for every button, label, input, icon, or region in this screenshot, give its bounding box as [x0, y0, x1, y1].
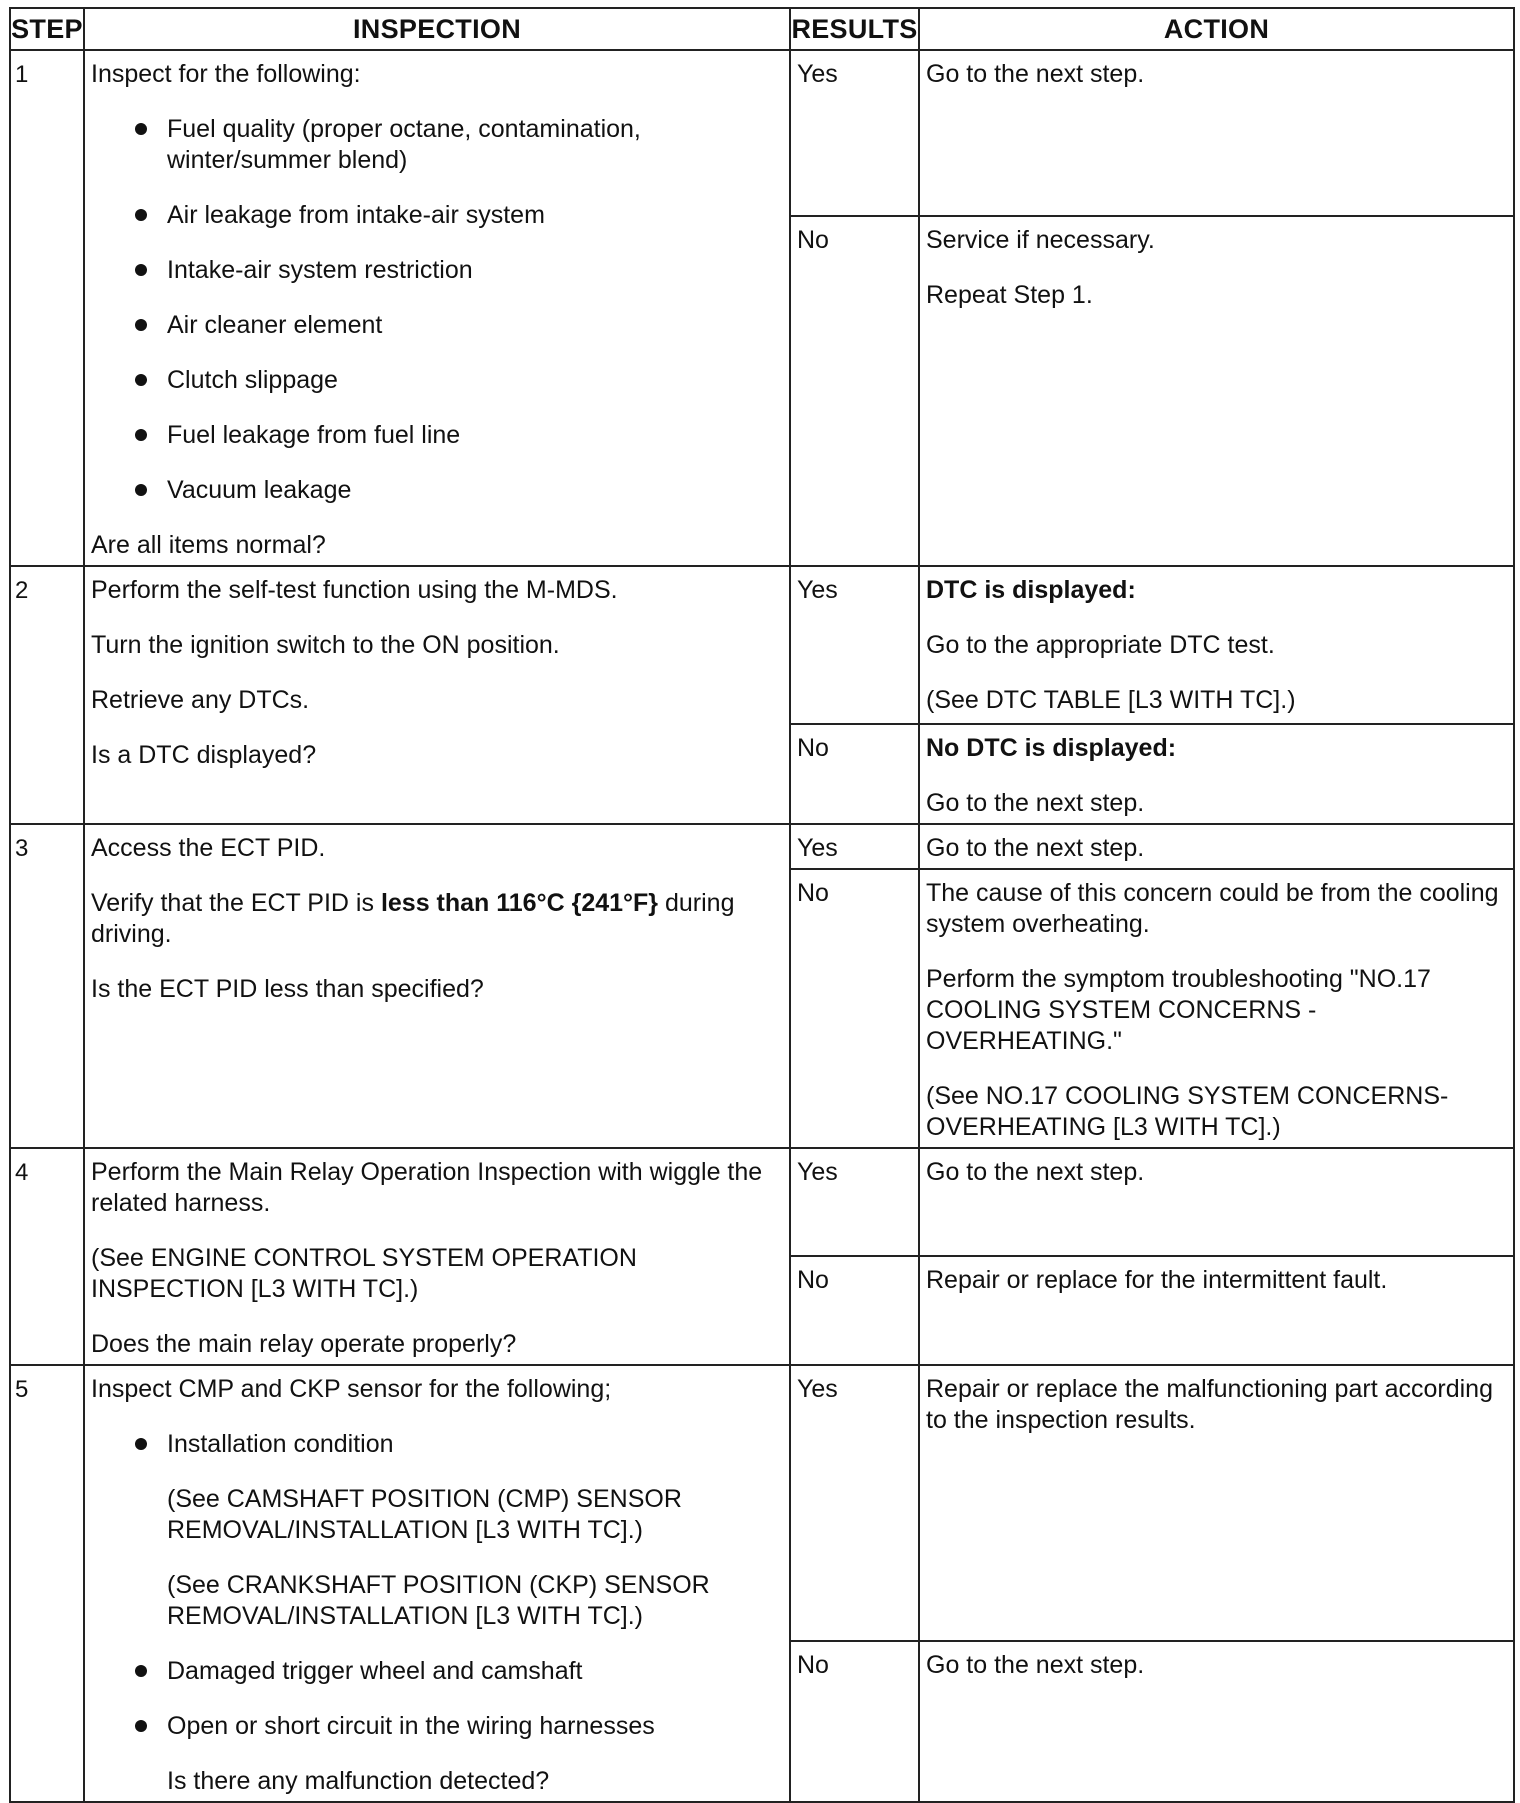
step-1-row [10, 50, 1514, 566]
step-1-checklist [91, 114, 783, 506]
step-1-results [790, 50, 919, 566]
action-no-reference: (See NO.17 COOLING SYSTEM CONCERNS-OVERHEATING [L3 WITH TC].) [926, 1082, 1449, 1141]
inspection-line: Access the ECT PID. [91, 834, 326, 862]
inspection-line: Turn the ignition switch to the ON position. [91, 631, 560, 659]
step-1-number: 1 [10, 50, 84, 566]
step-3-action [919, 824, 1514, 1148]
action-yes-reference: (See DTC TABLE [L3 WITH TC].) [926, 686, 1296, 714]
checklist-item: Damaged trigger wheel and camshaft [91, 1656, 783, 1687]
checklist-item: Open or short circuit in the wiring harnesses [91, 1711, 783, 1742]
bullet-icon [135, 1665, 147, 1677]
step-4-results [790, 1148, 919, 1365]
bullet-icon [135, 209, 147, 221]
action-no: Go to the next step. [926, 1651, 1145, 1679]
step-5-row [10, 1365, 1514, 1802]
checklist-item: Clutch slippage [91, 365, 783, 396]
result-yes: Yes [797, 834, 838, 862]
inspection-line: Perform the self-test function using the M-MDS. [91, 576, 618, 604]
result-no: No [797, 734, 829, 762]
inspection-reference: (See ENGINE CONTROL SYSTEM OPERATION INSPECTION [L3 WITH TC].) [91, 1244, 637, 1303]
header-results: RESULTS [790, 8, 919, 50]
result-no: No [797, 879, 829, 907]
bullet-icon [135, 484, 147, 496]
checklist-item: Vacuum leakage [91, 475, 783, 506]
checklist-item: Air cleaner element [91, 310, 783, 341]
inspection-intro: Inspect CMP and CKP sensor for the following; [91, 1375, 612, 1403]
inspection-question: Does the main relay operate properly? [91, 1330, 517, 1358]
result-no: No [797, 1266, 829, 1294]
result-yes: Yes [797, 60, 838, 88]
inspection-question: Is there any malfunction detected? [167, 1767, 550, 1795]
checklist-item: Intake-air system restriction [91, 255, 783, 286]
action-no-repeat: Repeat Step 1. [926, 281, 1093, 309]
action-no-heading: No DTC is displayed: [926, 734, 1177, 762]
result-yes: Yes [797, 576, 838, 604]
table-header-row [10, 8, 1514, 50]
step-5-checklist-continued [91, 1656, 783, 1742]
action-no: Go to the next step. [926, 789, 1145, 817]
header-action: ACTION [919, 8, 1514, 50]
action-yes: Repair or replace the malfunctioning part according to the inspection results. [926, 1375, 1493, 1434]
step-4-action [919, 1148, 1514, 1365]
step-2-row [10, 566, 1514, 824]
action-yes: Go to the next step. [926, 60, 1145, 88]
checklist-item: Air leakage from intake-air system [91, 200, 783, 231]
step-2-action [919, 566, 1514, 824]
inspection-verify: Verify that the ECT PID is less than 116°C {241°F} during driving. [91, 889, 735, 948]
step-1-inspection [84, 50, 790, 566]
step-5-number: 5 [10, 1365, 84, 1802]
bullet-icon [135, 429, 147, 441]
result-yes: Yes [797, 1158, 838, 1186]
step-4-number: 4 [10, 1148, 84, 1365]
checklist-item: Fuel quality (proper octane, contamination, winter/summer blend) [91, 114, 783, 176]
result-no: No [797, 226, 829, 254]
step-3-results [790, 824, 919, 1148]
action-yes: Go to the next step. [926, 1158, 1145, 1186]
step-2-inspection [84, 566, 790, 824]
action-yes-block [926, 575, 1507, 715]
step-3-row [10, 824, 1514, 1148]
step-5-inspection [84, 1365, 790, 1802]
result-no: No [797, 1651, 829, 1679]
step-5-checklist [91, 1429, 783, 1460]
bullet-icon [135, 319, 147, 331]
step-5-action [919, 1365, 1514, 1802]
header-step: STEP [10, 8, 84, 50]
action-no-procedure: Perform the symptom troubleshooting "NO.17 COOLING SYSTEM CONCERNS - OVERHEATING." [926, 965, 1431, 1055]
action-yes: Go to the appropriate DTC test. [926, 631, 1275, 659]
inspection-line: Perform the Main Relay Operation Inspection with wiggle the related harness. [91, 1158, 763, 1217]
step-1-intro: Inspect for the following: [91, 60, 361, 88]
inspection-question: Is a DTC displayed? [91, 741, 317, 769]
bullet-icon [135, 374, 147, 386]
step-4-row [10, 1148, 1514, 1365]
action-no: Repair or replace for the intermittent fault. [926, 1266, 1388, 1294]
bullet-icon [135, 1720, 147, 1732]
bullet-icon [135, 1438, 147, 1450]
bullet-icon [135, 264, 147, 276]
step-4-inspection [84, 1148, 790, 1365]
checklist-item: Fuel leakage from fuel line [91, 420, 783, 451]
action-yes: Go to the next step. [926, 834, 1145, 862]
action-yes-heading: DTC is displayed: [926, 576, 1136, 604]
step-1-question: Are all items normal? [91, 531, 326, 559]
inspection-reference: (See CRANKSHAFT POSITION (CKP) SENSOR REMOVAL/INSTALLATION [L3 WITH TC].) [167, 1571, 710, 1630]
result-yes: Yes [797, 1375, 838, 1403]
action-no: Service if necessary. [926, 226, 1155, 254]
bullet-icon [135, 123, 147, 135]
step-2-number: 2 [10, 566, 84, 824]
action-no: The cause of this concern could be from the cooling system overheating. [926, 879, 1499, 938]
inspection-question: Is the ECT PID less than specified? [91, 975, 484, 1003]
header-inspection: INSPECTION [84, 8, 790, 50]
step-2-results [790, 566, 919, 824]
checklist-item: Installation condition [91, 1429, 783, 1460]
step-3-inspection [84, 824, 790, 1148]
step-5-results [790, 1365, 919, 1802]
step-3-number: 3 [10, 824, 84, 1148]
inspection-reference: (See CAMSHAFT POSITION (CMP) SENSOR REMOVAL/INSTALLATION [L3 WITH TC].) [167, 1485, 682, 1544]
inspection-line: Retrieve any DTCs. [91, 686, 310, 714]
step-1-action [919, 50, 1514, 566]
troubleshooting-table [9, 7, 1515, 1803]
